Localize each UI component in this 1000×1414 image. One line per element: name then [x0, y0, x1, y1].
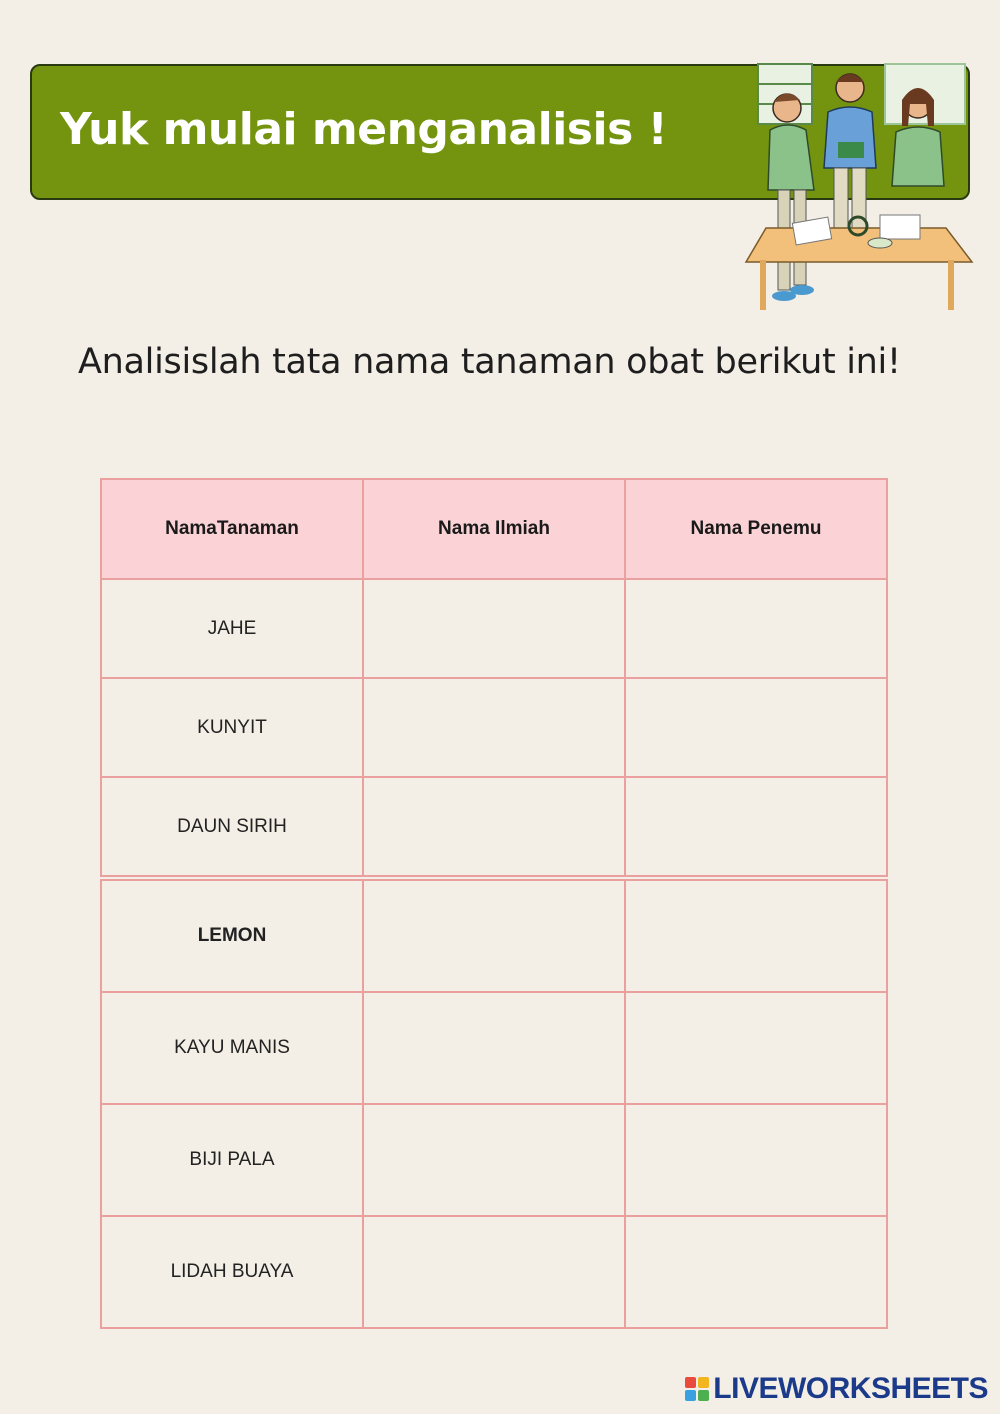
- table-row: [101, 1216, 887, 1328]
- plant-name-cell: DAUN SIRIH: [101, 777, 363, 876]
- scientific-name-answer-cell[interactable]: [363, 880, 625, 992]
- liveworksheets-logo-icon: [685, 1377, 709, 1401]
- header-discoverer-name: Nama Penemu: [625, 479, 887, 579]
- plant-name-cell: KAYU MANIS: [101, 992, 363, 1104]
- table-row: [101, 579, 887, 678]
- scientific-name-answer-cell[interactable]: [363, 992, 625, 1104]
- discoverer-answer-cell[interactable]: [625, 579, 887, 678]
- liveworksheets-logo-text: LIVEWORKSHEETS: [713, 1372, 988, 1405]
- discoverer-answer-cell[interactable]: [625, 992, 887, 1104]
- liveworksheets-logo[interactable]: [685, 1372, 988, 1406]
- scientific-name-answer-cell[interactable]: [363, 1104, 625, 1216]
- plant-name-cell: LIDAH BUAYA: [101, 1216, 363, 1328]
- plant-name-cell: KUNYIT: [101, 678, 363, 777]
- table-row: [101, 1104, 887, 1216]
- discoverer-answer-cell[interactable]: [625, 1216, 887, 1328]
- table-row: [101, 992, 887, 1104]
- plant-name-cell: JAHE: [101, 579, 363, 678]
- page-title: Yuk mulai menganalisis !: [60, 104, 668, 155]
- discoverer-answer-cell[interactable]: [625, 777, 887, 876]
- header-scientific-name: Nama Ilmiah: [363, 479, 625, 579]
- students-analyzing-illustration: [730, 60, 980, 320]
- discoverer-answer-cell[interactable]: [625, 1104, 887, 1216]
- table-row: [101, 678, 887, 777]
- plant-name-cell: BIJI PALA: [101, 1104, 363, 1216]
- discoverer-answer-cell[interactable]: [625, 678, 887, 777]
- table-header-row: [101, 479, 887, 579]
- discoverer-answer-cell[interactable]: [625, 880, 887, 992]
- instruction-text: Analisislah tata nama tanaman obat berikut ini!: [78, 342, 901, 382]
- table-row: [101, 777, 887, 876]
- plant-name-cell: LEMON: [101, 880, 363, 992]
- scientific-name-answer-cell[interactable]: [363, 678, 625, 777]
- table-row: [101, 880, 887, 992]
- scientific-name-answer-cell[interactable]: [363, 579, 625, 678]
- scientific-name-answer-cell[interactable]: [363, 777, 625, 876]
- header-plant-name: NamaTanaman: [101, 479, 363, 579]
- scientific-name-answer-cell[interactable]: [363, 1216, 625, 1328]
- plant-table-part-2: [100, 879, 888, 1329]
- plant-table-part-1: [100, 478, 888, 877]
